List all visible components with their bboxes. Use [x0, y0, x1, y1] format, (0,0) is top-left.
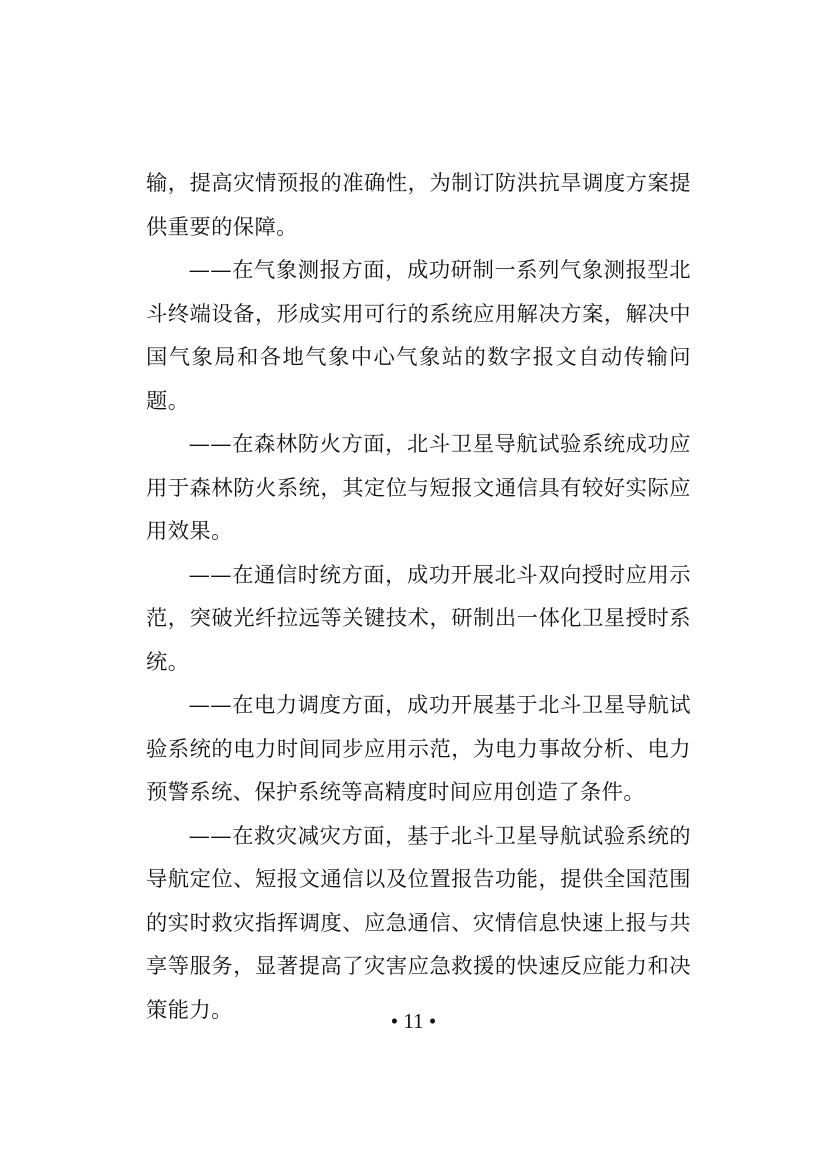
paragraph-power: ——在电力调度方面，成功开展基于北斗卫星导航试验系统的电力时间同步应用示范，为电力事故分析、电力预警系统、保护系统等高精度时间应用创造了条件。	[146, 693, 691, 805]
paragraph-meteorology: ——在气象测报方面，成功研制一系列气象测报型北斗终端设备，形成实用可行的系统应用解决方案，解决中国气象局和各地气象中心气象站的数字报文自动传输问题。	[146, 258, 691, 414]
paragraph-disaster-relief: ——在救灾减灾方面，基于北斗卫星导航试验系统的导航定位、短报文通信以及位置报告功能，提供全国范围的实时救灾指挥调度、应急通信、灾情信息快速上报与共享等服务，显著提高了灾害应急救援的快速反应能力和决策能力。	[146, 823, 691, 1023]
paragraph-timing: ——在通信时统方面，成功开展北斗双向授时应用示范，突破光纤拉远等关键技术，研制出一体化卫星授时系统。	[146, 562, 691, 675]
paragraph-continuation: 输，提高灾情预报的准确性，为制订防洪抗旱调度方案提供重要的保障。	[146, 171, 691, 240]
paragraph-forest-fire: ——在森林防火方面，北斗卫星导航试验系统成功应用于森林防火系统，其定位与短报文通信具有较好实际应用效果。	[146, 432, 691, 544]
page-number: • 11 •	[390, 1009, 437, 1033]
body-text	[146, 162, 691, 1032]
